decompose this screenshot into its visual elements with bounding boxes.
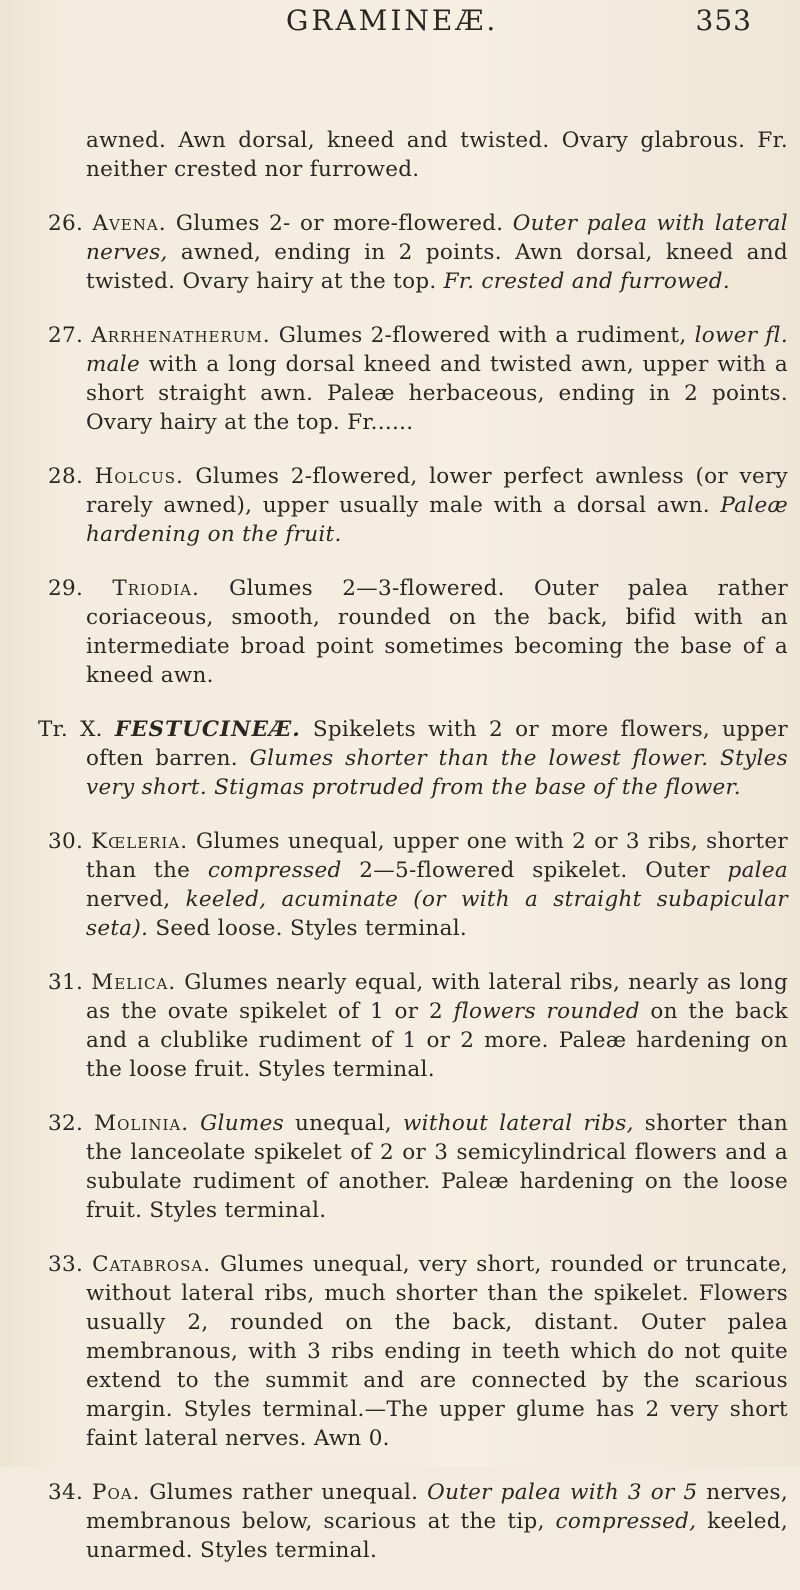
entry-text: Glumes 2-flowered with a rudiment, [270, 323, 695, 348]
entry-text: Seed loose. Styles terminal. [148, 916, 468, 941]
entry-text: shorter than the lanceolate spikelet of 2 or 3 semicylindrical flowers and a subulate rudiment of another. Paleæ hardening on the loose fruit. Styles terminal. [86, 1111, 788, 1223]
tribe-text: Spikelets with 2 or more flowers, upper often barren. [86, 717, 788, 771]
entry-italic-text: Glumes [200, 1111, 284, 1136]
entry-number: 33. [48, 1252, 84, 1277]
intro-continuation [48, 126, 788, 184]
entry-italic-text: Outer palea with lateral nerves, [86, 211, 788, 265]
entry-text: with a long dorsal kneed and twisted awn, upper with a short straight awn. Paleæ herbaceous, ending in 2 points. Ovary hairy at the top. Fr...... [86, 352, 788, 435]
entry-italic-text: compressed, [555, 1509, 697, 1534]
entry-text: Glumes nearly equal, with lateral ribs, nearly as long as the ovate spikelet of 1 or 2 [86, 970, 789, 1024]
entry-text: nerved, [86, 887, 186, 912]
entry-italic-text: Fr. crested and furrowed. [443, 269, 730, 294]
genus-name: Poa. [91, 1480, 141, 1505]
entry-text: Glumes rather unequal. [140, 1480, 428, 1505]
genus-name: Triodia. [112, 576, 200, 601]
entry-italic-text: Paleæ hardening on the fruit. [86, 493, 788, 547]
entry-number: 27. [48, 323, 84, 348]
genus-entry-27 [48, 321, 788, 437]
genus-entry-34 [48, 1478, 788, 1565]
entry-text: Glumes 2—3-flowered. Outer palea rather coriaceous, smooth, rounded on the back, bifid with an intermediate broad point sometimes becoming the base of a kneed awn. [86, 576, 788, 688]
genus-entry-28 [48, 462, 788, 549]
tribe-italic-text: Glumes shorter than the lowest flower. Styles very short. Stigmas protruded from the base of the flower. [86, 746, 788, 800]
entry-text: Glumes unequal, upper one with 2 or 3 ribs, shorter than the [86, 829, 788, 883]
genus-entry-31 [48, 968, 788, 1084]
genus-entry-26 [48, 209, 788, 296]
genus-name: Kœleria. [91, 829, 189, 854]
entry-number: 29. [48, 576, 84, 601]
genus-entry-32 [48, 1109, 788, 1225]
entry-text: Glumes 2-flowered, lower perfect awnless (or very rarely awned), upper usually male with a dorsal awn. [86, 464, 788, 518]
entry-italic-text: compressed [207, 858, 342, 883]
page-header [0, 4, 800, 40]
entry-number: 28. [48, 464, 84, 489]
entry-italic-text: keeled, acuminate (or with a straight subapicular seta). [86, 887, 788, 941]
tribe-label: Tr. X. [38, 717, 103, 742]
entry-italic-text: flowers rounded [453, 999, 640, 1024]
entry-text: Glumes unequal, very short, rounded or truncate, without lateral ribs, much shorter than the spikelet. Flowers usually 2, rounded on the back, distant. Outer palea membranous, with 3 ribs ending in teeth which do not quite extend to the summit and are connected by the scarious margin. Styles terminal.—The upper glume has 2 very short faint lateral nerves. Awn 0. [86, 1252, 788, 1451]
running-head: GRAMINEÆ. [286, 4, 499, 37]
entry-number: 32. [48, 1111, 84, 1136]
entry-text: 2—5-flowered spikelet. Outer [341, 858, 728, 883]
genus-name: Holcus. [94, 464, 184, 489]
entry-text: on the back and a clublike rudiment of 1 or 2 more. Paleæ hardening on the loose fruit. Styles terminal. [86, 999, 788, 1082]
genus-name: Arrhenatherum. [91, 323, 271, 348]
entry-number: 30. [48, 829, 84, 854]
genus-entry-30 [48, 827, 788, 943]
entry-text [189, 1111, 200, 1136]
entry-number: 34. [48, 1480, 84, 1505]
intro-text: awned. Awn dorsal, kneed and twisted. Ovary glabrous. Fr. neither crested nor furrowed. [86, 128, 788, 182]
entry-text: Glumes 2- or more-flowered. [166, 211, 513, 236]
entry-text: nerves, membranous below, scarious at the tip, [86, 1480, 788, 1534]
genus-name: Molinia. [94, 1111, 190, 1136]
genus-entry-29 [48, 574, 788, 690]
page-body [38, 126, 789, 1590]
entry-text: awned, ending in 2 points. Awn dorsal, kneed and twisted. Ovary hairy at the top. [86, 240, 788, 294]
entry-italic-text: palea [727, 858, 788, 883]
entry-italic-text: lower fl. male [86, 323, 788, 377]
genus-name: Catabrosa. [92, 1252, 212, 1277]
genus-entry-33 [48, 1250, 788, 1453]
entry-number: 31. [48, 970, 84, 995]
tribe-name: FESTUCINEÆ. [114, 717, 301, 742]
entry-text: keeled, unarmed. Styles terminal. [86, 1509, 788, 1563]
entry-text: unequal, [283, 1111, 403, 1136]
genus-name: Melica. [91, 970, 177, 995]
page-number: 353 [695, 4, 752, 37]
entry-italic-text: Outer palea with 3 or 5 [427, 1480, 698, 1505]
tribe-heading-festucineae [38, 715, 788, 802]
entry-italic-text: without lateral ribs, [402, 1111, 634, 1136]
genus-name: Avena. [92, 211, 167, 236]
entry-number: 26. [48, 211, 84, 236]
